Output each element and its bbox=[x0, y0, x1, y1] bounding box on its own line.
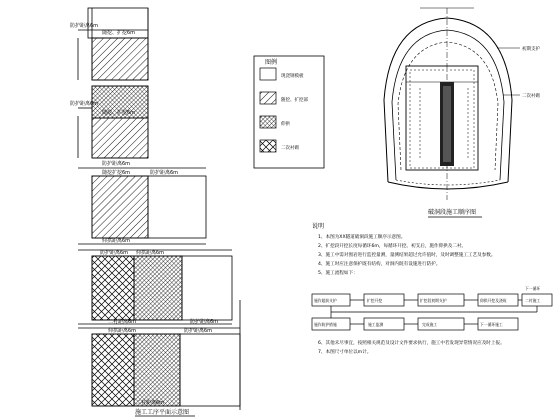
legend-swatch-blank bbox=[260, 68, 276, 80]
label-s4-b: 仰拱距离6m bbox=[136, 250, 165, 256]
legend-label-3: 二次衬砌 bbox=[281, 146, 299, 151]
legend-swatch-dense bbox=[260, 116, 276, 128]
flow-r1-1: 扩挖开挖 bbox=[367, 298, 383, 303]
legend-swatch-cross bbox=[260, 140, 276, 152]
stage-4 bbox=[78, 250, 232, 324]
flow-r2-3: 下一循环施工 bbox=[480, 322, 503, 327]
tunnel-side-label-0: 初期支护 bbox=[522, 47, 540, 52]
flow-r1-0: 施作超前支护 bbox=[314, 298, 337, 303]
note-line-1: 1、本图为XX隧道破洞段施工顺序示意图。 bbox=[318, 235, 406, 240]
note-line-7: 7、本图尺寸单位以m计。 bbox=[318, 350, 372, 355]
notes-title: 说明 bbox=[312, 223, 325, 230]
legend-swatch-diag bbox=[260, 92, 276, 104]
label-s5-c: 防护距离6m bbox=[184, 328, 213, 334]
tunnel-section bbox=[384, 8, 520, 200]
tunnel-caption: 破洞段施工顺序图 bbox=[428, 209, 477, 216]
label-s3-b: 随挖扩挖6m bbox=[102, 170, 131, 176]
flow-r2-0: 施作防护措施 bbox=[314, 322, 337, 327]
stage-3 bbox=[78, 168, 206, 244]
stage-1 bbox=[78, 8, 148, 80]
flow-r1-5: 下一循环 bbox=[525, 286, 541, 291]
note-line-4: 4、施工时应注意保护既有结构，对洞内既有设施进行防护。 bbox=[318, 262, 441, 267]
flow-r2-2: 完成施工 bbox=[422, 322, 438, 327]
label-s4-a: 防护距离6m bbox=[100, 250, 129, 256]
legend-label-1: 随挖、扩挖部 bbox=[281, 98, 308, 103]
label-s2-a: 防护距离6m bbox=[70, 101, 99, 107]
plan-caption: 施工工序平面示意图 bbox=[135, 409, 190, 416]
flow-r1-3: 仰拱开挖及浇筑 bbox=[480, 298, 507, 303]
label-s2-b: 随挖、扩挖6m bbox=[102, 110, 136, 116]
label-s1-b: 随挖、扩挖6m bbox=[102, 30, 136, 36]
legend-label-0: 现浇钢模板 bbox=[281, 74, 304, 79]
legend bbox=[254, 56, 324, 168]
tunnel-side-label-1: 二次衬砌 bbox=[522, 94, 540, 99]
note-line-2: 2、扩挖段开挖长度每循环6m，每循环开挖、初支后，施作仰拱及二衬。 bbox=[318, 244, 467, 249]
note-line-6: 6、其他未尽事宜，按照相关规范及设计文件要求执行，施工中若发现异常情况应及时上报。 bbox=[318, 341, 505, 346]
label-s5-a: 仰拱距离6m bbox=[108, 328, 137, 334]
label-s1-a: 防护距离6m bbox=[70, 23, 99, 29]
label-s3-c: 防护距离6m bbox=[150, 170, 179, 176]
legend-title: 图例 bbox=[265, 59, 278, 66]
legend-label-2: 仰拱 bbox=[281, 122, 290, 127]
label-s3-d: 仰拱距离6m bbox=[102, 238, 131, 244]
note-line-3: 3、施工中需对围岩进行监控量测，量测结果超过允许值时，及时调整施工工艺及参数。 bbox=[318, 253, 496, 258]
label-s4-d: 防护距离6m bbox=[190, 319, 219, 325]
plan-sequence-drawing bbox=[78, 8, 240, 410]
label-s3-a: 防护距离6m bbox=[102, 161, 131, 167]
label-s4-c: 二衬距离6m bbox=[108, 319, 137, 325]
flow-r1-4: 二衬施工 bbox=[525, 298, 541, 303]
note-line-5: 5、施工流程如下： bbox=[318, 271, 358, 276]
flow-r2-1: 施工监测 bbox=[368, 322, 384, 327]
flow-r1-2: 扩挖段初期支护 bbox=[420, 298, 447, 303]
stage-2 bbox=[78, 86, 148, 158]
label-s5-b: 二衬距离6m bbox=[136, 400, 165, 406]
